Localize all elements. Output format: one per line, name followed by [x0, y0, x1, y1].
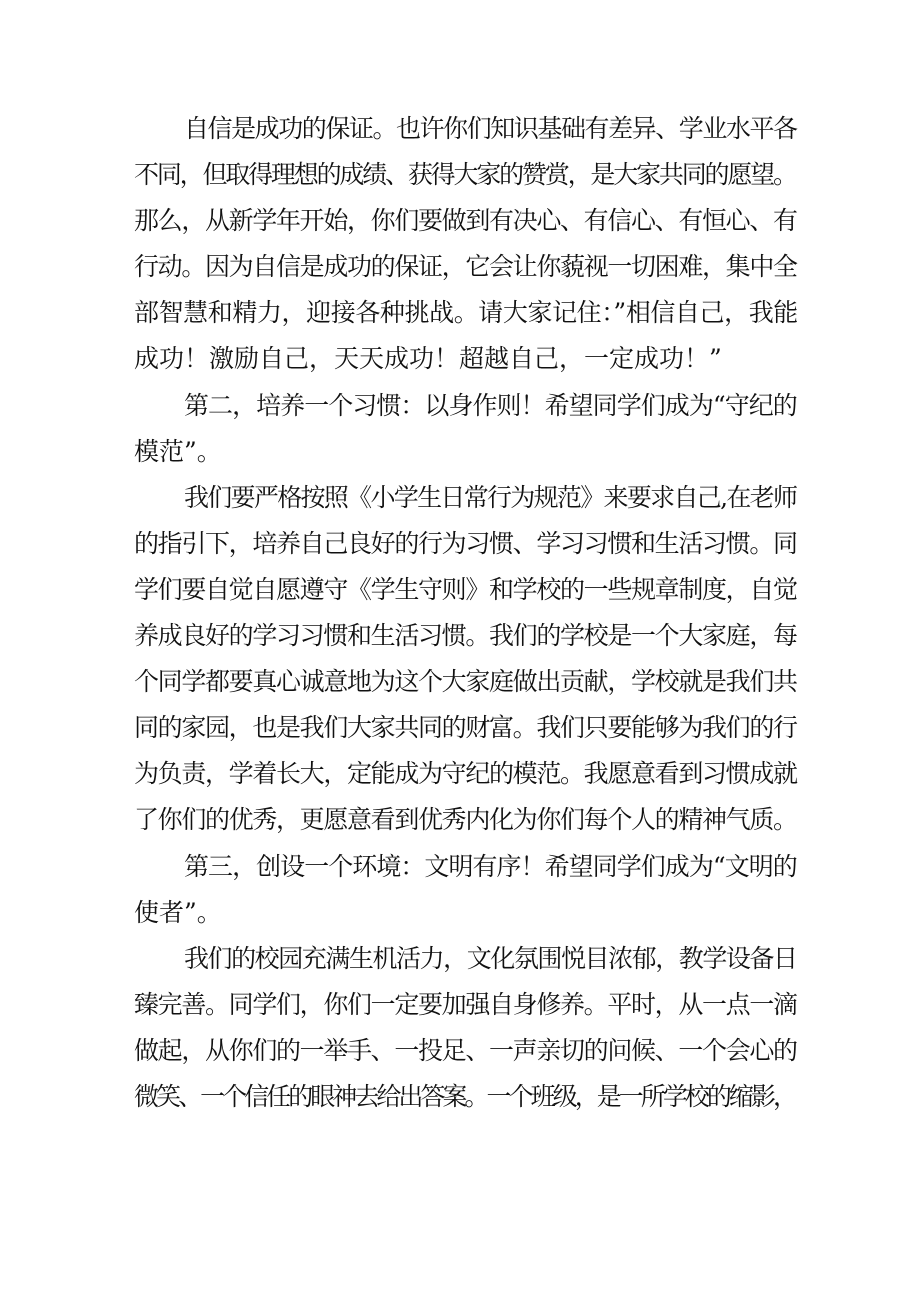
text-line: 同的家园，也是我们大家共同的财富。我们只要能够为我们的行	[134, 713, 797, 743]
text-line: 部智慧和精力，迎接各种挑战。请大家记住：”相信自己，我能	[134, 298, 798, 328]
text-line: 我们要严格按照《小学生日常行为规范》来要求自己,在老师	[184, 482, 797, 512]
text-line: 成功！激励自己，天天成功！超越自己，一定成功！”	[134, 344, 722, 374]
text-line: 第二，培养一个习惯：以身作则！希望同学们成为“守纪的	[184, 390, 797, 420]
paragraph-second-heading	[134, 383, 798, 475]
paragraph-third-heading	[134, 844, 798, 936]
text-line: 我们的校园充满生机活力，文化氛围悦目浓郁，教学设备日	[184, 943, 797, 973]
text-line: 养成良好的学习习惯和生活习惯。我们的学校是一个大家庭，每	[134, 621, 797, 651]
text-line: 不同，但取得理想的成绩、获得大家的赞赏，是大家共同的愿望。	[134, 160, 796, 190]
text-line: 微笑、一个信任的眼神去给出答案。一个班级，是一所学校的缩影，	[134, 1081, 796, 1111]
text-line: 使者”。	[134, 897, 222, 927]
text-line: 做起，从你们的一举手、一投足、一声亲切的问候、一个会心的	[134, 1035, 797, 1065]
text-line: 臻完善。同学们，你们一定要加强自身修养。平时，从一点一滴	[134, 989, 797, 1019]
text-line: 行动。因为自信是成功的保证，它会让你藐视一切困难，集中全	[134, 252, 797, 282]
paragraph-confidence	[134, 106, 798, 383]
paragraph-second-body	[134, 475, 798, 844]
text-line: 自信是成功的保证。也许你们知识基础有差异、学业水平各	[184, 114, 797, 143]
text-line: 模范”。	[134, 436, 222, 466]
text-line: 那么，从新学年开始，你们要做到有决心、有信心、有恒心、有	[134, 206, 797, 236]
text-line: 学们要自觉自愿遵守《学生守则》和学校的一些规章制度，自觉	[134, 574, 797, 604]
text-line: 了你们的优秀，更愿意看到优秀内化为你们每个人的精神气质。	[134, 805, 797, 835]
paragraph-third-body	[134, 936, 798, 1120]
document-body	[134, 106, 798, 1120]
text-line: 第三，创设一个环境：文明有序！希望同学们成为“文明的	[184, 851, 797, 881]
text-line: 为负责，学着长大，定能成为守纪的模范。我愿意看到习惯成就	[134, 759, 797, 789]
text-line: 的指引下，培养自己良好的行为习惯、学习习惯和生活习惯。同	[134, 528, 797, 558]
text-line: 个同学都要真心诚意地为这个大家庭做出贡献，学校就是我们共	[134, 667, 797, 697]
